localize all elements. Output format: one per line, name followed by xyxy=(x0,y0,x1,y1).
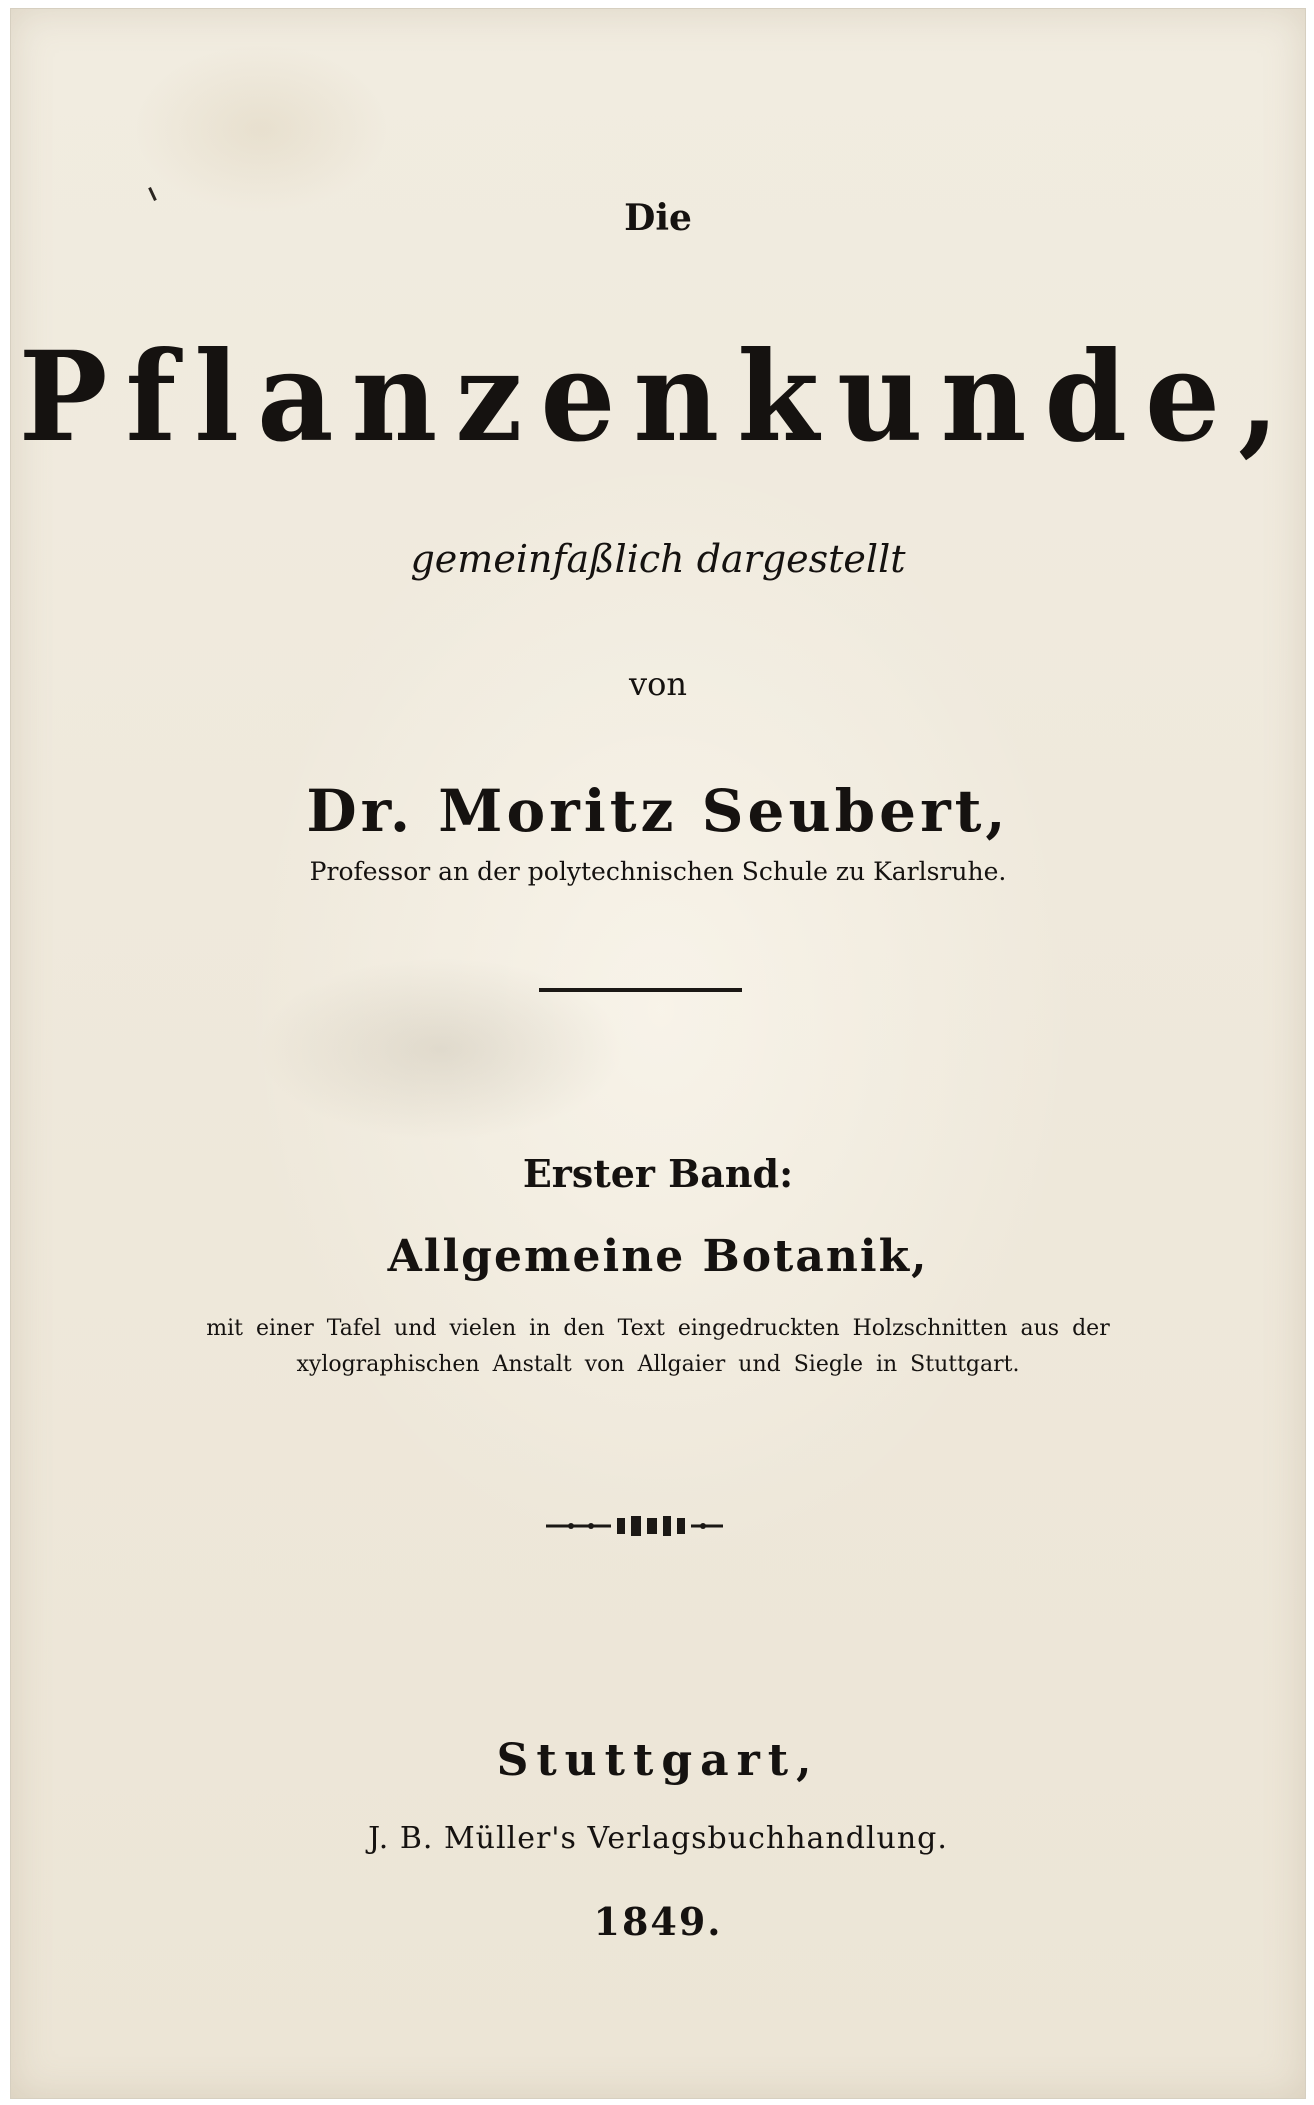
title-page xyxy=(10,8,1306,2099)
description-line-1: mit einer Tafel und vielen in den Text eingedruckten Holzschnitten aus der xyxy=(206,1316,1110,1341)
publication-place: Stuttgart, xyxy=(496,1735,820,1786)
volume-label: Erster Band: xyxy=(522,1151,794,1196)
volume-title: Allgemeine Botanik, xyxy=(387,1231,929,1282)
author-title: Professor an der polytechnischen Schule zu Karlsruhe. xyxy=(309,857,1007,886)
divider-rule xyxy=(539,988,742,992)
author-name: Dr. Moritz Seubert, xyxy=(306,777,1010,845)
publisher: J. B. Müller's Verlagsbuchhandlung. xyxy=(368,1821,948,1856)
publication-year: 1849. xyxy=(593,1899,723,1944)
by-label: von xyxy=(629,665,687,703)
book-subtitle: gemeinfaßlich dargestellt xyxy=(410,537,906,581)
book-title: Pflanzenkunde, xyxy=(18,323,1298,470)
title-article: Die xyxy=(624,197,692,239)
description-line-2: xylographischen Anstalt von Allgaier und Siegle in Stuttgart. xyxy=(296,1352,1020,1377)
ornament-divider xyxy=(11,1514,1305,1538)
